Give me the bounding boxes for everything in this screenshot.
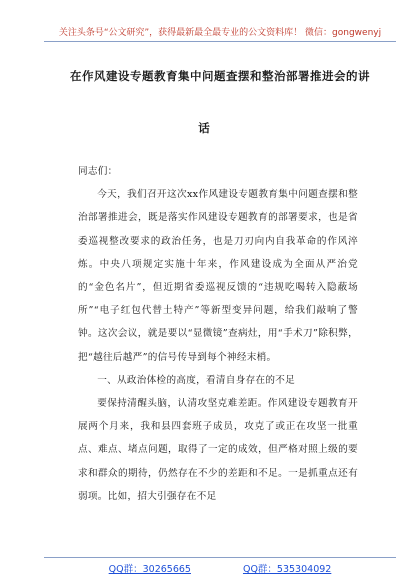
document-title: 在作风建设专题教育集中问题查摆和整治部署推进会的讲: [70, 69, 370, 83]
paragraph-intro: 今天，我们召开这次xx作风建设专题教育集中问题查摆和整治部署推进会，既是落实作风建设专题教育的部署要求，也是省委巡视整改要求的政治任务，也是刀刃向内自我革命的作风淬炼。中央八项规定实施十年来，作风建设成为全面从严治党的“金色名片”，但近期省委巡视反馈的“违规吃喝转入隐蔽场所”“电子红包代替土特产”等新型变异问题，给我们敲响了警钟。这次会议，就是要以“显微镜”查病灶，用“手术刀”除积弊，把“越往后越严”的信号传导到每个神经末梢。: [78, 189, 358, 363]
document-body: [78, 160, 358, 508]
salutation: 同志们：: [78, 166, 118, 177]
footer-qq-group-1[interactable]: QQ群：30265665: [108, 564, 191, 575]
footer-bar: [44, 557, 396, 577]
document-title-continued: 话: [198, 121, 210, 135]
header-banner: [44, 12, 396, 42]
section-heading: 一、从政治体检的高度，看清自身存在的不足: [97, 374, 296, 386]
paragraph-section-1: 要保持清醒头脑，认清攻坚克难差距。作风建设专题教育开展两个月来，我和县四套班子成员，攻克了或正在攻坚一批重点、难点、堵点问题，取得了一定的成效，但严格对照上级的要求和群众的期待，仍然存在不少的差距和不足。一是抓重点还有弱项。比如，招大引强存在不足: [78, 398, 358, 502]
footer-qq-group-2[interactable]: QQ群：535304092: [242, 564, 332, 575]
header-banner-text: 关注头条号“公文研究”，获得最新最全最专业的公文资料库！ 微信：gongwenyj: [58, 28, 382, 38]
